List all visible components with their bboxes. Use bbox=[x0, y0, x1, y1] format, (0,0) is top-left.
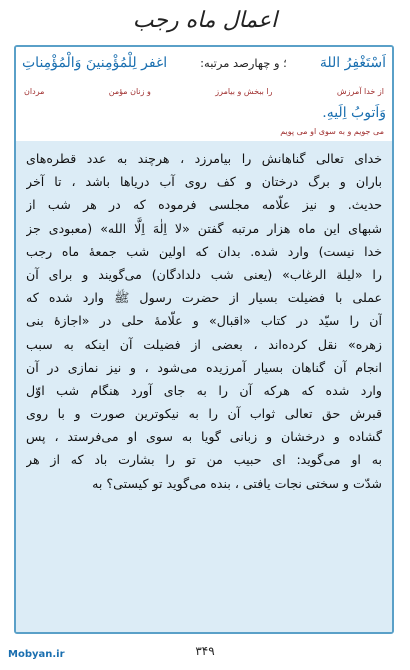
page-title: اعمال ماه رجب bbox=[132, 8, 278, 33]
dua-translation-word: و زنان مؤمن bbox=[108, 87, 151, 96]
body-line: باران و برگ درختان و کف روی آب دریاها باشد ، تا آخر bbox=[26, 174, 382, 190]
body-line: شدّت و سختی نجات یافتی ، بنده می‌گوید تو کیستی؟ به bbox=[92, 475, 382, 491]
body-line: حدیث. و نیز علّامه مجلسی فرموده که در هر شب از bbox=[26, 197, 382, 213]
dua-count-text: ؛ و چهارصد مرتبه: bbox=[200, 56, 287, 70]
content-frame bbox=[14, 45, 394, 634]
body-line: خدا نیست) وارد شده. بدان که اولین شب جمعهٔ ماه رجب bbox=[26, 243, 382, 259]
body-line: آن را سیّد در کتاب «اقبال» و علّامهٔ حلی در «اجازهٔ بنی bbox=[26, 313, 382, 329]
dua-translation-word: از خدا آمرزش bbox=[336, 87, 384, 96]
body-text bbox=[16, 141, 392, 632]
dua-arabic-line-2: وَاَتوبُ اِلَيهِ. bbox=[322, 105, 386, 121]
body-line: شبهای این ماه هزار مرتبه گفتن «لا اِلٰهَ اِلَّا الله» (معبودی جز bbox=[26, 220, 382, 236]
site-watermark: Mobyan.ir bbox=[8, 649, 65, 660]
body-line: وارد شده که هرکه آن را به جای آورد هنگام شب اوّل bbox=[26, 382, 382, 398]
dua-translation-word: را ببخش و بیامرز bbox=[215, 87, 273, 96]
body-line: قبرش حق تعالی ثواب آن را به نیکوترین صورت و با روی bbox=[26, 406, 382, 422]
body-line: خدای تعالی گناهانش را بیامرزد ، هرچند به عدد قطره‌های bbox=[26, 151, 382, 166]
dua-arabic-line-1: اغفر لِلْمُؤْمِنينَ وَالْمُؤْمِناتِ bbox=[22, 55, 168, 71]
body-line: عملی با فضیلت بسیار از حضرت رسول ﷺ وارد شده که bbox=[26, 290, 382, 306]
dua-translation-word: مردان bbox=[24, 87, 45, 96]
body-line: زهره» نقل کرده‌اند ، بعضی از فضیلت آن اینکه به سبب bbox=[26, 336, 382, 352]
dua-translation-line-2: می جویم و به سوی او می پویم bbox=[280, 127, 384, 136]
dua-box bbox=[16, 47, 392, 141]
body-line: گشاده و درخشان و زبانی گویا به سوی او می‌فرستد ، پس bbox=[26, 429, 382, 445]
page-number: ۳۴۹ bbox=[195, 644, 215, 658]
body-line: به او می‌گوید: ای حبیب من تو را بشارت باد که از هر bbox=[26, 452, 382, 468]
dua-arabic-start: اَسْتَغْفِرُ اللهَ bbox=[319, 55, 386, 71]
dua-line-1 bbox=[22, 55, 386, 71]
dua-translation-row-1 bbox=[24, 87, 384, 96]
body-line: را «لیلة الرغاب» (یعنی شب دلدادگان) می‌گویند و برای آن bbox=[26, 266, 382, 282]
body-line: انجام آن گناهان بسیار آمرزیده می‌شود ، و نیز نمازی در آن bbox=[26, 359, 382, 375]
